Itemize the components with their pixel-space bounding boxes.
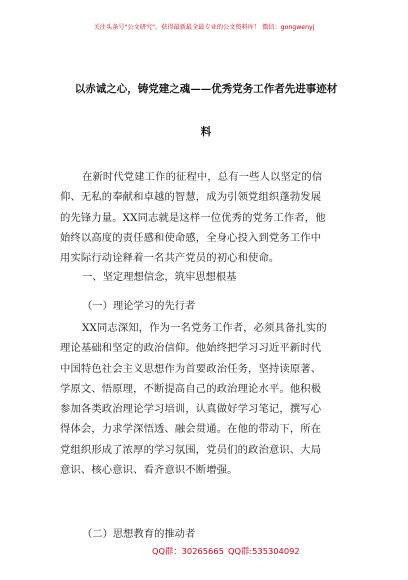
document-title-line-2: 料 bbox=[200, 126, 212, 138]
paragraph-line: 意识、核心意识、看齐意识不断增强。 bbox=[60, 464, 238, 477]
paragraph-line: 用实际行动诠释着一名共产党员的初心和使命。 bbox=[60, 252, 280, 265]
subsection-paragraph bbox=[60, 318, 350, 480]
paragraph-line: 党组织形成了浓厚的学习氛围，党员们的政治意识、大局 bbox=[60, 443, 322, 456]
paragraph-line: 的先锋力量。XX同志就是这样一位优秀的党务工作者，他 bbox=[60, 211, 326, 224]
paragraph-line: 中国特色社会主义思想作为首要政治任务，坚持读原著、 bbox=[60, 362, 322, 375]
paragraph-line: 理论基础和坚定的政治信仰。他始终把学习习近平新时代 bbox=[60, 342, 322, 355]
paragraph-line: 始终以高度的责任感和使命感，全身心投入到党务工作中 bbox=[60, 231, 322, 244]
paragraph-line: 参加各类政治理论学习培训，认真做好学习笔记，撰写心 bbox=[60, 403, 322, 416]
paragraph-line: XX同志深知，作为一名党务工作者，必须具备扎实的 bbox=[82, 322, 327, 334]
subsection-heading: （一）理论学习的先行者 bbox=[82, 300, 196, 312]
intro-paragraph bbox=[60, 167, 350, 268]
paragraph-line: 得体会，力求学深悟透、融会贯通。在他的带动下，所在 bbox=[60, 423, 322, 436]
footer-qq-group-2: QQ群:535304092 bbox=[228, 546, 300, 556]
document-title-line-1: 以赤诚之心，铸党建之魂——优秀党务工作者先进事迹材 bbox=[74, 83, 338, 95]
subsection-heading: （二）思想教育的推动者 bbox=[82, 528, 196, 540]
paragraph-line: 在新时代党建工作的征程中，总有一些人以坚定的信 bbox=[82, 171, 323, 183]
footer bbox=[0, 545, 408, 559]
paragraph-line: 仰、无私的奉献和卓越的智慧，成为引领党组织蓬勃发展 bbox=[60, 191, 322, 204]
header-banner: 关注头条号"公文研究"，获得最新最全最专业的公文资料库！ 微信：gongwenyj bbox=[93, 24, 315, 31]
section-heading: 一、坚定理想信念，筑牢思想根基 bbox=[82, 271, 237, 283]
footer-qq-group-1: QQ群：30265665 bbox=[152, 546, 224, 556]
paragraph-line: 学原文、悟原理，不断提高自己的政治理论水平。他积极 bbox=[60, 382, 322, 395]
